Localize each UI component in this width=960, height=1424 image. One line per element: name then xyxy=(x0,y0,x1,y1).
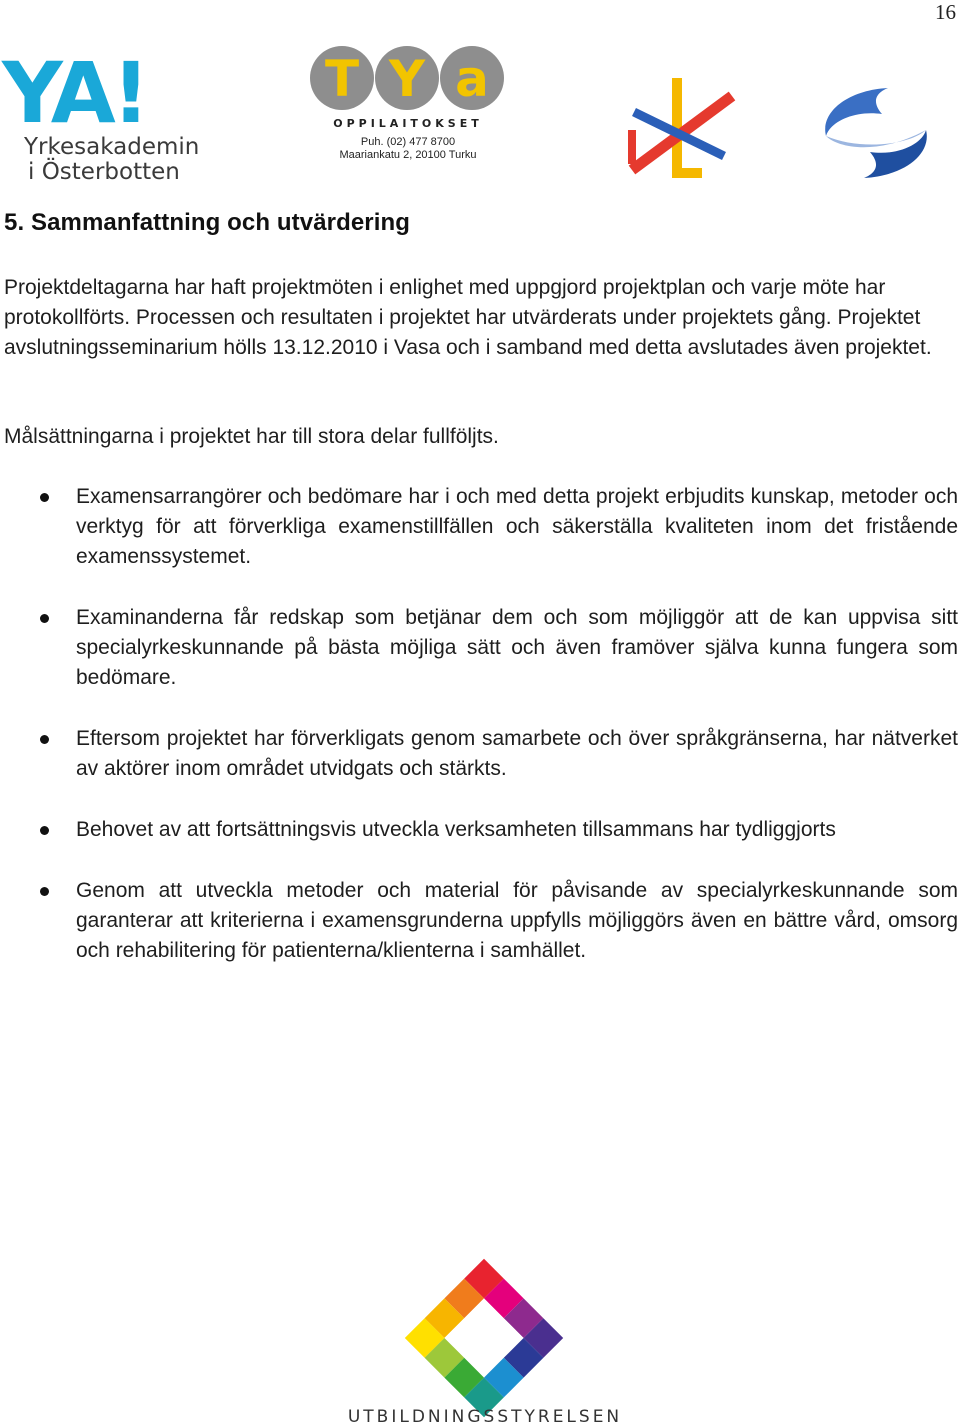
tya-letter-y: Y xyxy=(388,50,426,108)
bullet-icon xyxy=(40,887,49,896)
ya-logo-mark: YA! xyxy=(2,44,147,142)
bullet-icon xyxy=(40,614,49,623)
ya-logo-line1: Yrkesakademin xyxy=(24,134,200,160)
utbildningsstyrelsen-logo xyxy=(347,1280,623,1424)
list-item xyxy=(0,815,958,845)
list-item-text: Examinanderna får redskap som betjänar dem och som möjliggör att de kan uppvisa sitt specialyrkeskunnande på bästa möjliga sätt och även framöver själva kunna fungera som bedömare. xyxy=(76,606,958,689)
list-item-text: Eftersom projektet har förverkligats genom samarbete och över språkgränserna, har nätverket av aktörer inom området utvidgats och stärkts. xyxy=(76,727,958,780)
bullet-icon xyxy=(40,826,49,835)
summary-paragraph: Projektdeltagarna har haft projektmöten i enlighet med uppgjord projektplan och varje möte har protokollförts. Processen och resultaten i projektet har utvärderats under projektets gång. Projektet avslutningsseminarium hölls 13.12.2010 i Vasa och i samband med detta avslutades även projektet. xyxy=(4,276,932,359)
list-item-text: Examensarrangörer och bedömare har i och med detta projekt erbjudits kunskap, metoder och verktyg för att förverkliga examenstillfällen och säkerställa kvaliteten inom det fristående examenssystemet. xyxy=(76,485,958,568)
tya-letter-a: a xyxy=(455,50,489,108)
page-number: 16 xyxy=(935,0,956,24)
list-item xyxy=(0,482,958,572)
yrkesakademin-logo xyxy=(0,40,200,185)
list-item-text: Genom att utveckla metoder och material för påvisande av specialyrkeskunnande som garanterar att kriterierna i examensgrunderna uppfylls möjliggörs även en bättre vård, omsorg och rehabilitering för patienterna/klienterna i samhället. xyxy=(76,879,958,962)
ya-logo-line2: i Österbotten xyxy=(28,159,180,185)
cross-logo xyxy=(624,76,740,182)
list-item-text: Behovet av att fortsättningsvis utveckla verksamheten tillsammans har tydliggjorts xyxy=(76,818,836,841)
tya-logo xyxy=(308,44,508,162)
results-list xyxy=(0,482,960,997)
section-heading: 5. Sammanfattning och utvärdering xyxy=(4,209,411,236)
bullet-icon xyxy=(40,735,49,744)
utbildningsstyrelsen-wordmark: UTBILDNINGSSTYRELSEN xyxy=(347,1407,623,1424)
bullet-icon xyxy=(40,493,49,502)
tya-address: Maariankatu 2, 20100 Turku xyxy=(339,149,477,161)
list-item xyxy=(0,603,958,693)
tya-phone: Puh. (02) 477 8700 xyxy=(360,136,456,148)
tya-subtitle: OPPILAITOKSET xyxy=(333,117,483,130)
goals-paragraph: Målsättningarna i projektet har till stora delar fullföljts. xyxy=(4,425,499,448)
list-item xyxy=(0,724,958,784)
tya-letter-t: T xyxy=(324,50,360,108)
swirl-logo xyxy=(818,86,934,180)
list-item xyxy=(0,876,958,966)
